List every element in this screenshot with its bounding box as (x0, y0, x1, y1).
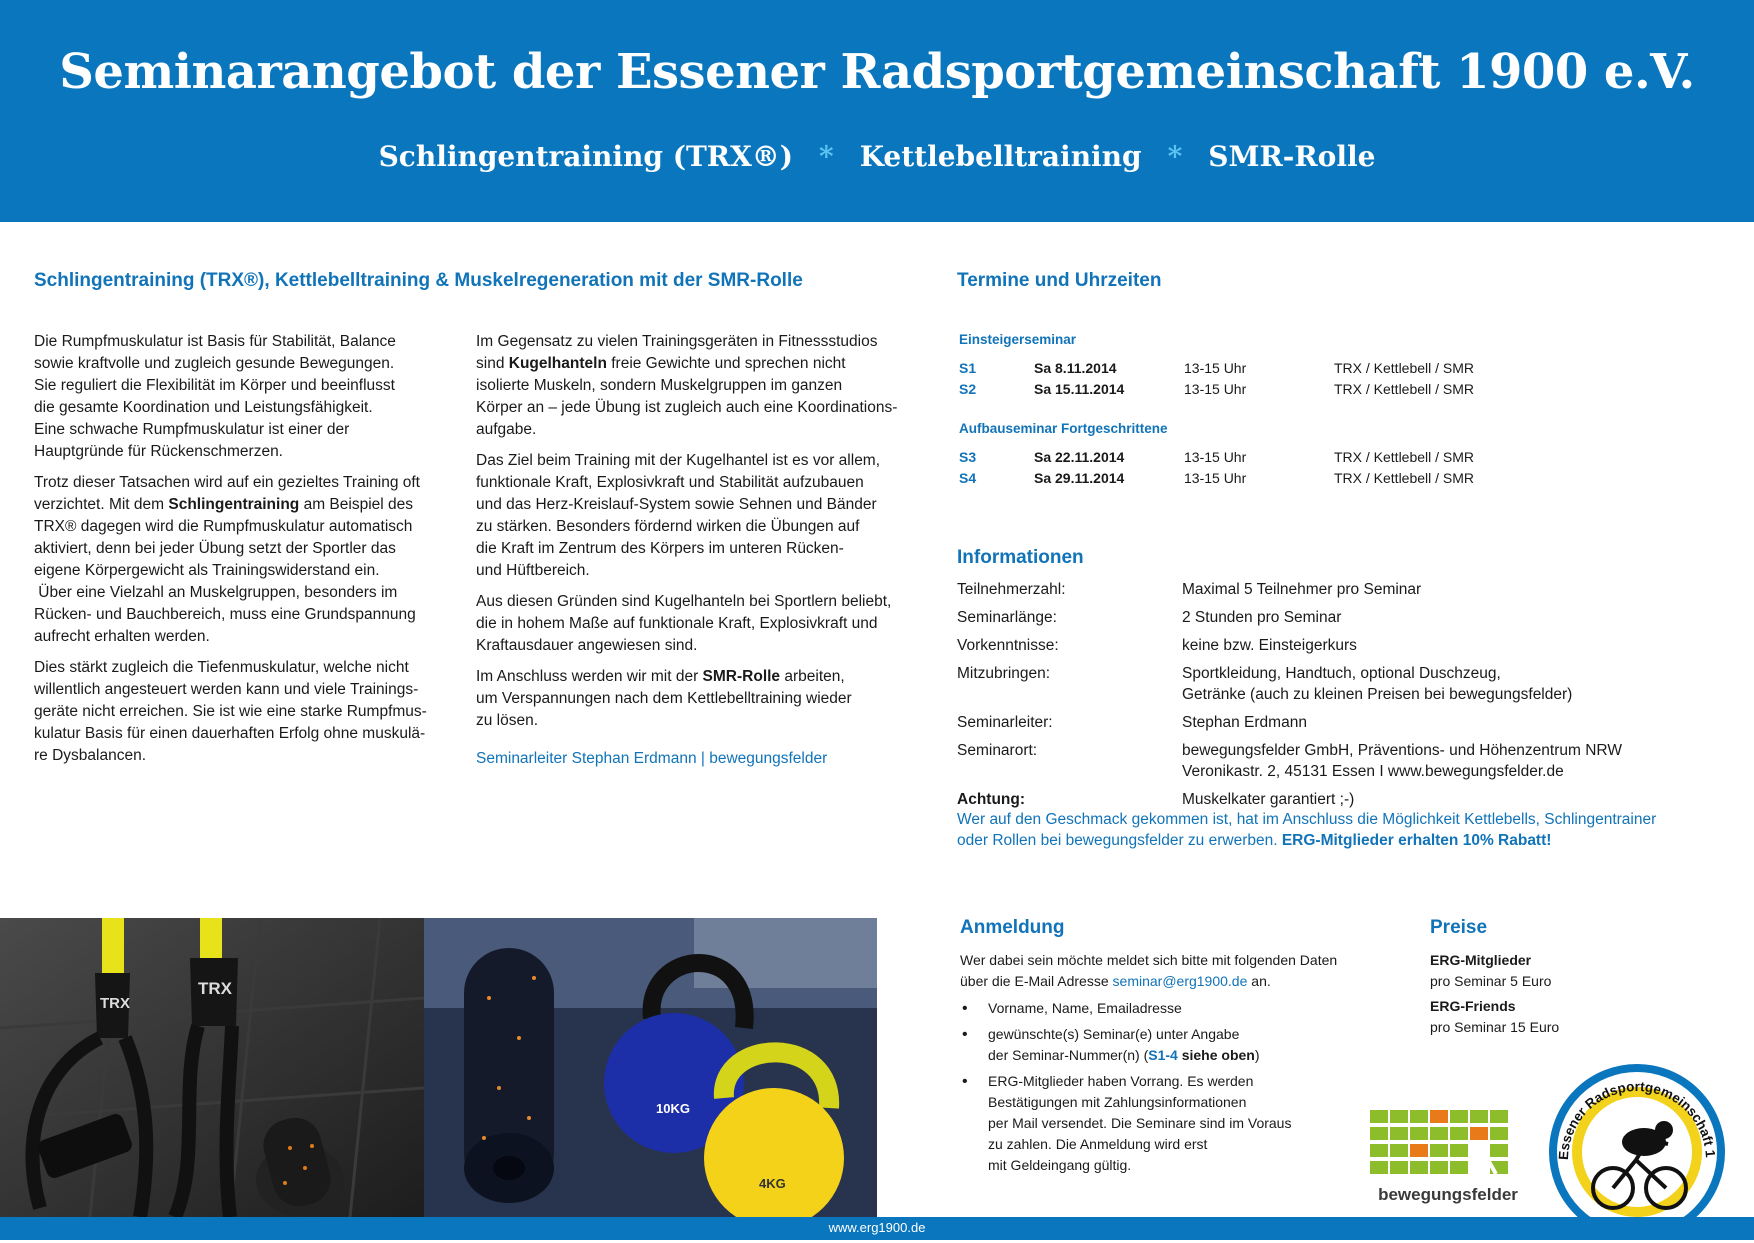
text-line: mit Geldeingang gültig. (988, 1157, 1132, 1173)
info-heading: Informationen (957, 547, 1084, 568)
seminar-time: 13-15 Uhr (1184, 359, 1247, 376)
seal-text: Essener Radsportgemeinschaft 1 (1555, 1078, 1719, 1161)
seminar-time: 13-15 Uhr (1184, 469, 1247, 486)
paragraph (34, 331, 454, 463)
text-line: willentlich angesteuert werden kann und viele Trainings- (34, 681, 419, 698)
text-line: • gewünschte(s) Seminar(e) unter Angabe (988, 1026, 1240, 1042)
promo-line: Wer auf den Geschmack gekommen ist, hat im Anschluss die Möglichkeit Kettlebells, Schlingentrainer (957, 811, 1657, 828)
discount-note: ERG-Mitglieder erhalten 10% Rabatt! (1281, 832, 1552, 849)
text-line: Sie reguliert die Flexibilität im Körper und beeinflusst (34, 377, 395, 394)
text-line: Dies stärkt zugleich die Tiefenmuskulatur, welche nicht (34, 659, 409, 676)
erg-seal-icon (1548, 1060, 1726, 1238)
dates-table-advanced (959, 446, 1474, 488)
paragraph (476, 331, 916, 441)
subtitle-trx: Schlingentraining (TRX®) (378, 140, 794, 173)
info-table (957, 579, 1622, 817)
text-line: Das Ziel beim Training mit der Kugelhantel ist es vor allem, (476, 452, 881, 469)
prices-block (1430, 950, 1630, 1038)
info-row (957, 607, 1622, 635)
info-key: Mitzubringen: (957, 665, 1051, 682)
price-group: ERG-Mitglieder (1430, 952, 1532, 968)
text-span: freie Gewichte und sprechen nicht (606, 355, 846, 372)
paragraph (34, 472, 454, 648)
text-span: oder Rollen bei bewegungsfelder zu erwerben. (957, 832, 1282, 849)
text-line (960, 971, 1400, 992)
info-row (957, 635, 1622, 663)
trx-image (0, 918, 424, 1217)
text-span: sind (476, 355, 509, 372)
text-line (988, 1045, 1400, 1066)
text-line: die Kraft im Zentrum des Körpers im unteren Rücken- (476, 540, 844, 557)
text-line: Eine schwache Rumpfmuskulatur ist einer der (34, 421, 350, 438)
info-row (957, 712, 1622, 740)
text-line: per Mail versendet. Die Seminare sind im Voraus (988, 1115, 1292, 1131)
promo-line (957, 830, 1717, 851)
text-line: Wer dabei sein möchte meldet sich bitte mit folgenden Daten (960, 952, 1338, 968)
text-line: • ERG-Mitglieder haben Vorrang. Es werden (988, 1073, 1254, 1089)
seminar-topic: TRX / Kettlebell / SMR (1334, 469, 1475, 486)
intro-column-2 (476, 331, 916, 779)
footer-url[interactable]: www.erg1900.de (828, 1220, 926, 1235)
info-key: Seminarlänge: (957, 609, 1057, 626)
text-line: zu lösen. (476, 712, 539, 729)
text-span: ) (1254, 1047, 1260, 1063)
text-span: Im Anschluss werden wir mit der (476, 668, 703, 685)
seminar-id: S1 (959, 359, 977, 376)
text-line: Kraftausdauer angewiesen sind. (476, 637, 698, 654)
text-line: TRX® dagegen wird die Rumpfmuskulatur automatisch (34, 518, 413, 535)
kettlebell-weight: 10KG (656, 1101, 690, 1116)
text-line (476, 353, 916, 375)
info-row (957, 740, 1622, 789)
header-banner (0, 0, 1754, 222)
table-row (959, 467, 1474, 488)
text-line: funktionale Kraft, Explosivkraft und Stabilität aufzubauen (476, 474, 864, 491)
subtitle-kettlebell: Kettlebelltraining (859, 140, 1142, 173)
seminar-date: Sa 29.11.2014 (1034, 469, 1125, 486)
info-value-line: bewegungsfelder GmbH, Präventions- und Höhenzentrum NRW (1182, 742, 1622, 759)
intro-heading: Schlingentraining (TRX®), Kettlebelltraining & Muskelregeneration mit der SMR-Rolle (34, 270, 803, 291)
logo-wordmark: bewegungsfelder (1378, 1185, 1518, 1204)
info-key: Achtung: (957, 791, 1026, 808)
text-line: Im Gegensatz zu vielen Trainingsgeräten in Fitnessstudios (476, 333, 878, 350)
bold-term: SMR-Rolle (702, 668, 781, 685)
text-line: aktiviert, denn bei jeder Übung setzt der Sportler das (34, 540, 396, 557)
info-key: Teilnehmerzahl: (957, 581, 1066, 598)
text-line: Körper an – jede Übung ist zugleich auch eine Koordinations- (476, 399, 898, 416)
text-line: die in hohem Maße auf funktionale Kraft, Explosivkraft und (476, 615, 878, 632)
seminar-time: 13-15 Uhr (1184, 448, 1247, 465)
anmeldung-heading: Anmeldung (960, 917, 1065, 938)
group-heading-advanced: Aufbauseminar Fortgeschrittene (959, 421, 1168, 436)
text-line: und Hüftbereich. (476, 562, 590, 579)
text-line: aufgabe. (476, 421, 537, 438)
group-heading-beginner: Einsteigerseminar (959, 332, 1077, 347)
text-span: am Beispiel des (299, 496, 414, 513)
seminar-id: S4 (959, 469, 977, 486)
paragraph (476, 450, 916, 582)
text-line (476, 666, 916, 688)
info-value: keine bzw. Einsteigerkurs (1182, 637, 1357, 654)
text-line: sowie kraftvolle und zugleich gesunde Bewegungen. (34, 355, 395, 372)
text-line: Die Rumpfmuskulatur ist Basis für Stabilität, Balance (34, 333, 396, 350)
paragraph (34, 657, 454, 767)
info-value-line: Getränke (auch zu kleinen Preisen bei bewegungsfelder) (1182, 686, 1573, 703)
text-span: arbeiten, (780, 668, 845, 685)
seminar-id: S2 (959, 380, 977, 397)
requirements-list (960, 998, 1400, 1176)
list-item: • Vorname, Name, Emailadresse (960, 998, 1400, 1019)
page-title: Seminarangebot der Essener Radsportgemeinschaft 1900 e.V. (59, 44, 1695, 100)
text-line: Rücken- und Bauchbereich, muss eine Grundspannung (34, 606, 416, 623)
text-line: die gesamte Koordination und Leistungsfähigkeit. (34, 399, 373, 416)
seminar-range: S1-4 (1148, 1047, 1178, 1063)
table-row (959, 357, 1474, 378)
info-value (1182, 740, 1622, 789)
info-key: Vorkenntnisse: (957, 637, 1059, 654)
bold-term: Kugelhanteln (508, 355, 607, 372)
seminar-date: Sa 8.11.2014 (1034, 359, 1117, 376)
text-line: aufrecht erhalten werden. (34, 628, 210, 645)
bold-term: Schlingentraining (168, 496, 300, 513)
text-line: Bestätigungen mit Zahlungsinformationen (988, 1094, 1247, 1110)
text-span: an. (1247, 973, 1271, 989)
separator-star: * (819, 140, 834, 173)
info-value-line: Sportkleidung, Handtuch, optional Duschzeug, (1182, 665, 1501, 682)
anmeldung-text (960, 950, 1400, 1181)
paragraph (476, 748, 916, 770)
promo-text (957, 809, 1717, 851)
seminar-topic: TRX / Kettlebell / SMR (1334, 380, 1475, 397)
photo-trx (0, 918, 424, 1217)
kettlebell-weight: 4KG (759, 1176, 786, 1191)
text-line: Trotz dieser Tatsachen wird auf ein gezieltes Training oft (34, 474, 420, 491)
info-value: Maximal 5 Teilnehmer pro Seminar (1182, 581, 1422, 598)
text-line: Aus diesen Gründen sind Kugelhanteln bei Sportlern beliebt, (476, 593, 892, 610)
kettlebell-image (424, 918, 877, 1217)
text-line: kulatur Basis für einen dauerhaften Erfolg ohne muskulä- (34, 725, 426, 742)
info-value: Muskelkater garantiert ;-) (1182, 791, 1355, 808)
price-value: pro Seminar 5 Euro (1430, 973, 1552, 989)
info-key: Seminarort: (957, 742, 1038, 759)
info-row (957, 663, 1622, 712)
trx-label: TRX (100, 995, 130, 1012)
preise-heading: Preise (1430, 917, 1488, 938)
list-item (960, 1024, 1400, 1066)
seminar-date: Sa 22.11.2014 (1034, 448, 1125, 465)
price-value: pro Seminar 15 Euro (1430, 1019, 1560, 1035)
table-row (959, 446, 1474, 467)
trx-label: TRX (198, 979, 232, 998)
info-key: Seminarleiter: (957, 714, 1053, 731)
info-value: Stephan Erdmann (1182, 714, 1307, 731)
list-item (960, 1071, 1400, 1176)
seminar-id: S3 (959, 448, 977, 465)
info-row (957, 579, 1622, 607)
signature-line: Seminarleiter Stephan Erdmann | bewegungsfelder (476, 750, 828, 767)
text-line: und das Herz-Kreislauf-System sowie Sehnen und Bänder (476, 496, 877, 513)
table-row (959, 378, 1474, 399)
bold-term: siehe oben (1177, 1047, 1255, 1063)
info-value: 2 Stunden pro Seminar (1182, 609, 1342, 626)
seminar-topic: TRX / Kettlebell / SMR (1334, 359, 1475, 376)
paragraph (476, 666, 916, 732)
info-value-line: Veronikastr. 2, 45131 Essen I www.bewegungsfelder.de (1182, 763, 1564, 780)
termine-heading: Termine und Uhrzeiten (957, 270, 1162, 291)
price-group: ERG-Friends (1430, 998, 1516, 1014)
text-line: isolierte Muskeln, sondern Muskelgruppen im ganzen (476, 377, 843, 394)
text-line (34, 494, 454, 516)
seminar-date: Sa 15.11.2014 (1034, 380, 1125, 397)
text-span: über die E-Mail Adresse (960, 973, 1113, 989)
text-line: re Dysbalancen. (34, 747, 147, 764)
text-line: eigene Körpergewicht als Trainingswiderstand ein. (34, 562, 380, 579)
email-link[interactable]: seminar@erg1900.de (1112, 973, 1248, 989)
info-value (1182, 663, 1622, 712)
photo-kettlebell (424, 918, 877, 1217)
text-line: um Verspannungen nach dem Kettlebelltraining wieder (476, 690, 852, 707)
text-span: der Seminar-Nummer(n) ( (988, 1047, 1149, 1063)
dates-table-beginner (959, 357, 1474, 399)
text-line: Über eine Vielzahl an Muskelgruppen, besonders im (34, 584, 398, 601)
paragraph (476, 591, 916, 657)
text-line: Hauptgründe für Rückenschmerzen. (34, 443, 283, 460)
seminar-topic: TRX / Kettlebell / SMR (1334, 448, 1475, 465)
separator-star: * (1167, 140, 1183, 173)
text-line: geräte nicht erreichen. Sie ist wie eine starke Rumpfmus- (34, 703, 427, 720)
intro-column-1 (34, 331, 454, 776)
text-line: zu zahlen. Die Anmeldung wird erst (988, 1136, 1208, 1152)
erg-club-logo (1548, 1060, 1726, 1238)
header-subtitle (0, 140, 1754, 173)
logo-grid-icon (1370, 1110, 1526, 1178)
text-line: zu stärken. Besonders fördernd wirken die Übungen auf (476, 518, 860, 535)
text-span: verzichtet. Mit dem (34, 496, 169, 513)
subtitle-smr: SMR-Rolle (1208, 140, 1376, 173)
bewegungsfelder-logo (1370, 1110, 1526, 1204)
seminar-time: 13-15 Uhr (1184, 380, 1247, 397)
